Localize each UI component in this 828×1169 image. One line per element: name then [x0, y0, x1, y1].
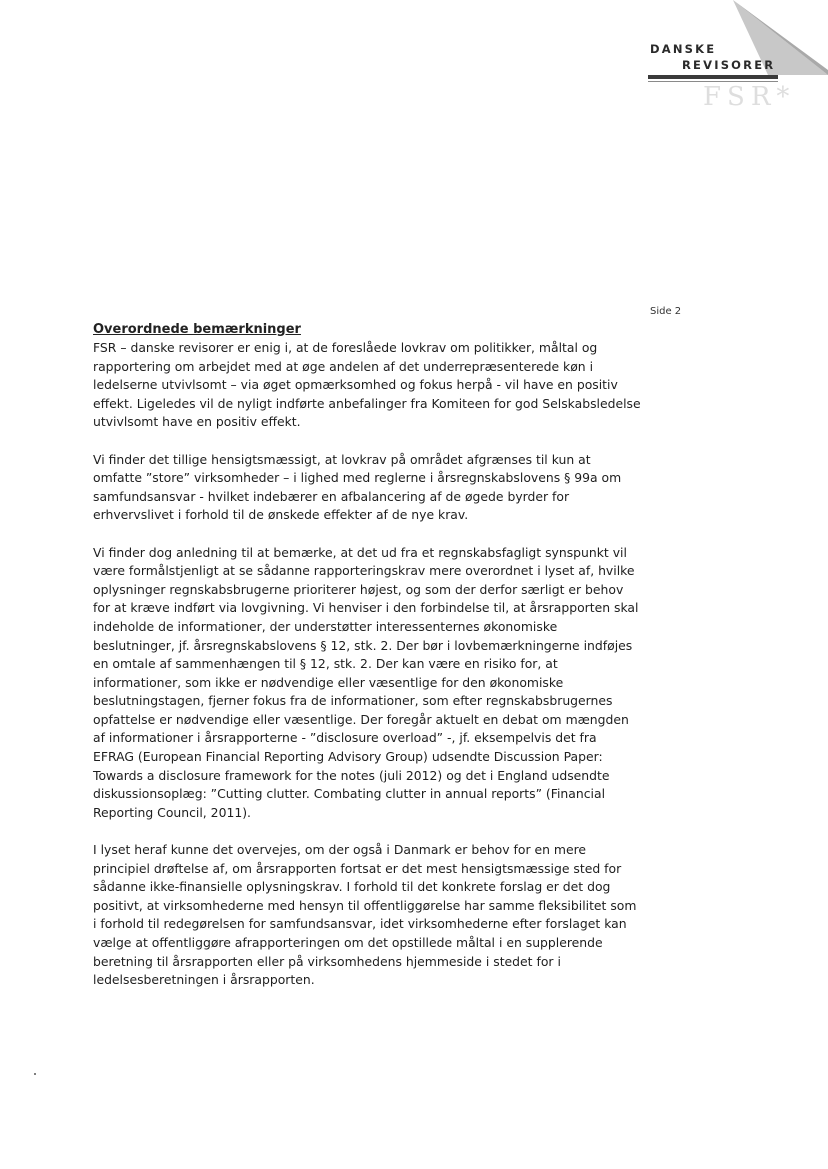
logo-rule [648, 75, 778, 79]
paragraph-4: I lyset heraf kunne det overvejes, om der også i Danmark er behov for en mere principiel drøftelse af, om årsrapporten fortsat er det mest hensigtsmæssige sted for sådanne ikke-finansielle oplysningskrav. I forhold til det konkrete forslag er det dog positivt, at virksomhederne med hensyn til offentliggørelse har samme fleksibilitet som i forhold til redegørelsen for samfundsansvar, idet virksomhederne efter forslaget kan vælge at offentliggøre afrapporteringen om det opstillede måltal i en supplerende beretning til årsrapporten eller på virksomhedens hjemmeside i stedet for i ledelsesberetningen i årsrapporten. [93, 842, 637, 988]
logo-fsr-mark: FSR* [703, 82, 796, 112]
logo-line-danske: DANSKE [650, 42, 717, 56]
logo-line-revisorer: REVISORER [682, 58, 776, 72]
page-number: Side 2 [650, 306, 682, 317]
paragraph-2: Vi finder det tillige hensigtsmæssigt, at lovkrav på området afgrænses til kun at omfatte ”store” virksomheder – i lighed med reglerne i årsregnskabslovens § 99a om samfundsansvar - hvilket indebærer en afbalancering af de øgede byrder for erhvervslivet i forhold til de ønskede effekter af de nye krav. [93, 451, 622, 523]
section-heading: Overordnede bemærkninger [93, 322, 301, 337]
paragraph-1: FSR – danske revisorer er enig i, at de foreslåede lovkrav om politikker, måltal og rapportering om arbejdet med at øge andelen af det underrepræsenterede køn i ledelserne utvivlsomt – via øget opmærksomhed og fokus herpå - vil have en positiv effekt. Ligeledes vil de nyligt indførte anbefalinger fra Komiteen for god Selskabsledelse utvivlsomt have en positiv effekt. [93, 340, 641, 430]
body-text [93, 339, 641, 1008]
fsr-logo [648, 42, 796, 112]
paragraph-3: Vi finder dog anledning til at bemærke, at det ud fra et regnskabsfagligt synspunkt vil være formålstjenligt at se sådanne rapporteringskrav mere overordnet i lyset af, hvilke oplysninger regnskabsbrugerne prioriterer højest, og som der derfor særligt er behov for at kræve indført via lovgivning. Vi henviser i den forbindelse til, at årsrapporten skal indeholde de informationer, der understøtter interessenternes økonomiske beslutninger, jf. årsregnskabslovens § 12, stk. 2. Der bør i lovbemærkningerne indføjes en omtale af sammenhængen til § 12, stk. 2. Der kan være en risiko for, at informationer, som ikke er nødvendige eller væsentlige for den økonomiske beslutningstagen, fjerner fokus fra de informationer, som efter regnskabsbrugernes opfattelse er nødvendige eller væsentlige. Der foregår aktuelt en debat om mængden af informationer i årsrapporterne - ”disclosure overload” -, jf. eksempelvis det fra EFRAG (European Financial Reporting Advisory Group) udsendte Discussion Paper: Towards a disclosure framework for the notes (juli 2012) og det i England udsendte diskussionsoplæg: ”Cutting clutter. Combating clutter in annual reports” (Financial Reporting Council, 2011). [93, 544, 639, 820]
scan-speck [34, 1073, 36, 1075]
